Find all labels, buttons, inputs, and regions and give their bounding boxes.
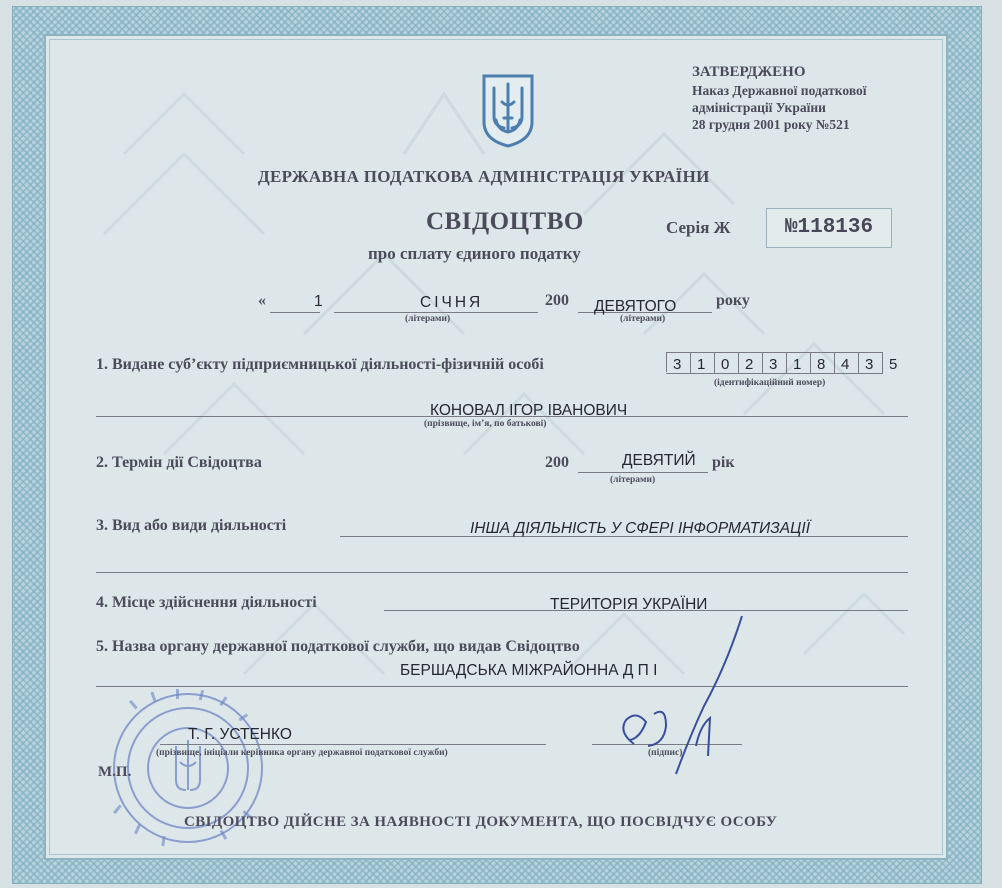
id-digit-box [690,352,715,374]
validity-caption: (літерами) [610,475,656,485]
handwritten-signature [600,606,760,786]
date-month-underline [334,312,538,313]
validity-notice: СВІДОЦТВО ДІЙСНЕ ЗА НАЯВНОСТІ ДОКУМЕНТА, ЩО ПОСВІДЧУЄ ОСОБУ [184,814,778,830]
trident-coat-of-arms-icon [480,74,536,148]
signature-caption: (підпис) [648,748,683,758]
approval-line: Наказ Державної податкової [692,83,867,98]
item4-label: 4. Місце здійснення діяльності [96,594,317,611]
id-digit: 2 [745,356,754,373]
id-digit-box [762,352,787,374]
item5-label: 5. Назва органу державної податкової служби, що видав Свідоцтво [96,638,580,655]
name-caption: (прізвище, ім’я, по батькові) [424,419,547,429]
activity-type: ІНША ДІЯЛЬНІСТЬ У СФЕРІ ІНФОРМАТИЗАЦІЇ [470,520,811,537]
id-digit: 3 [865,356,874,373]
signatory-underline [160,744,546,745]
id-digit: 1 [697,356,706,373]
id-digit: 4 [841,356,850,373]
date-year-suffix: року [716,292,750,309]
item2-label: 2. Термін дії Свідоцтва [96,454,262,471]
signatory-name: Т. Г. УСТЕНКО [188,726,292,743]
issuing-office: БЕРШАДСЬКА МІЖРАЙОННА Д П І [400,662,658,679]
id-digit-box [738,352,763,374]
certificate-number: №118136 [766,208,892,248]
approval-block [692,64,867,133]
approval-line: 28 грудня 2001 року №521 [692,117,850,132]
id-caption: (ідентифікаційний номер) [714,378,826,388]
id-digit-box [834,352,859,374]
validity-year-words: ДЕВЯТИЙ [622,452,696,469]
activity-underline-2 [96,572,908,573]
item3-label: 3. Вид або види діяльності [96,517,287,534]
validity-year-suffix: рік [712,454,735,471]
id-digit: 3 [769,356,778,373]
seal-place-mark: М.П. [98,764,132,780]
id-digit: 3 [673,356,682,373]
date-day-underline [270,312,320,313]
issuing-agency: ДЕРЖАВНА ПОДАТКОВА АДМІНІСТРАЦІЯ УКРАЇНИ [258,167,710,186]
date-open-quote: « [258,292,266,309]
date-day: 1 [314,293,323,310]
id-digit-box [786,352,811,374]
document-title: СВІДОЦТВО [426,208,584,235]
id-digit: 1 [793,356,802,373]
date-century: 200 [545,292,569,309]
document-subtitle: про сплату єдиного податку [368,244,581,263]
id-digit-box [714,352,739,374]
id-digit-box [810,352,835,374]
id-digit-box [666,352,691,374]
series-label: Серія Ж [666,218,731,237]
validity-century: 200 [545,454,569,471]
approval-line: адміністрації України [692,100,826,115]
id-digit-box [858,352,883,374]
holder-full-name: КОНОВАЛ ІГОР ІВАНОВИЧ [430,402,628,419]
item1-label: 1. Видане суб’єкту підприємницької діяльності-фізичній особі [96,356,544,373]
business-place: ТЕРИТОРІЯ УКРАЇНИ [550,596,708,613]
date-year-words: ДЕВЯТОГО [594,298,677,315]
id-digit: 0 [721,356,730,373]
date-month-caption: (літерами) [405,314,451,324]
id-digit: 5 [889,356,898,373]
validity-underline [578,472,708,473]
date-year-caption: (літерами) [620,314,666,324]
signatory-caption: (прізвище, ініціали керівника органу державної податкової служби) [156,748,448,758]
id-digit: 8 [817,356,826,373]
date-month: СІЧНЯ [420,294,484,311]
approval-heading: ЗАТВЕРДЖЕНО [692,64,806,80]
